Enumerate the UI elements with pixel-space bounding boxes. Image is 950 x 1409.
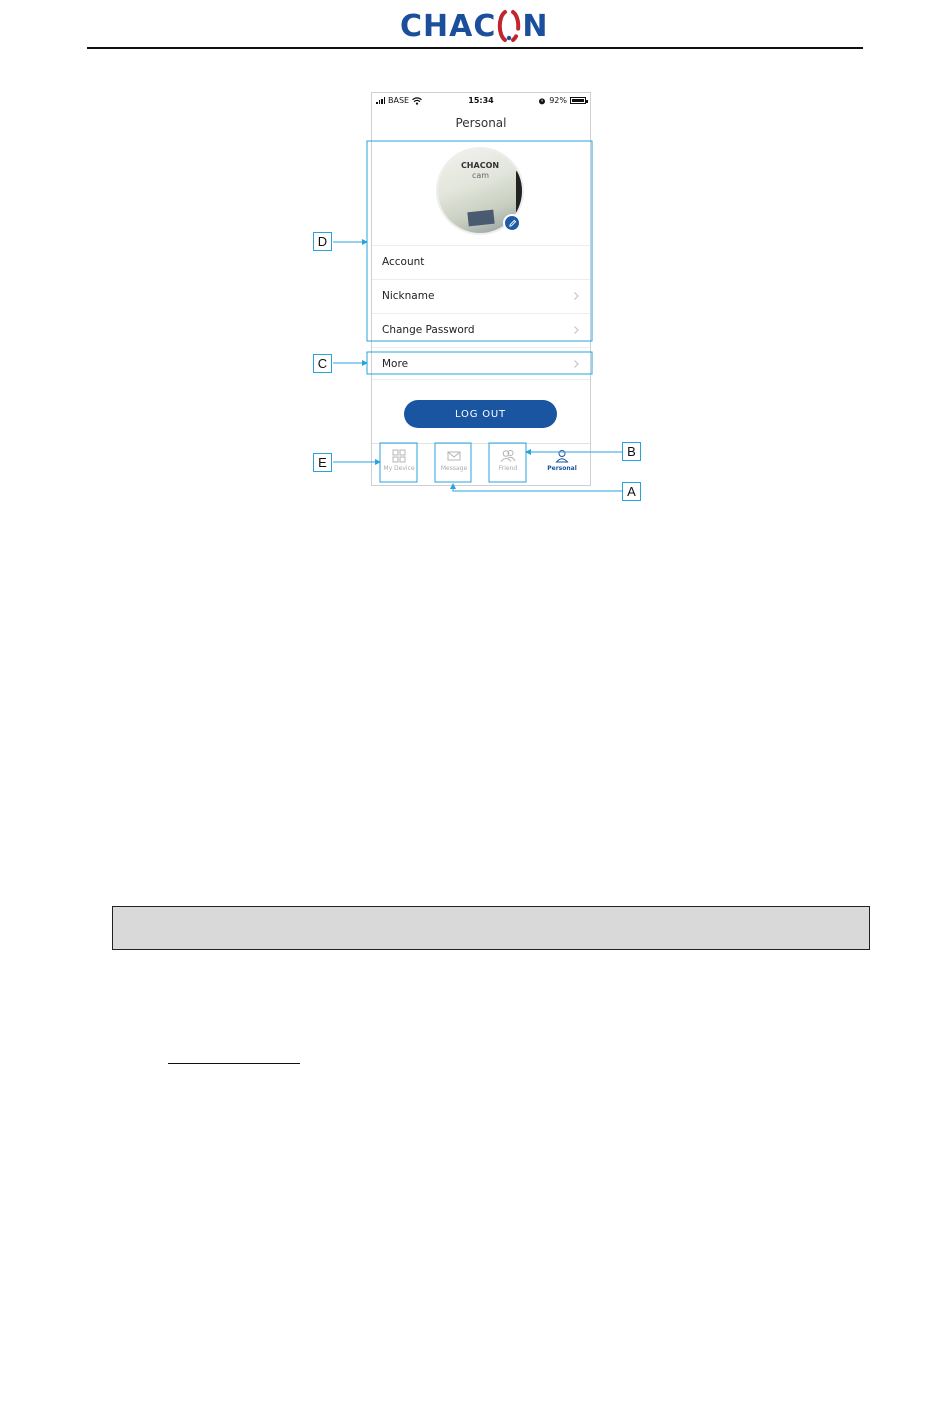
avatar-sub-text: cam [472,171,490,180]
tab-label: Personal [547,465,577,472]
logo-text-left: CHAC [400,8,497,44]
menu-label: Change Password [382,324,475,336]
leader-line-a [453,484,622,491]
highlight-box-e [380,443,417,482]
carrier-name: BASE [388,96,410,105]
tab-label: Friend [498,465,518,472]
menu-label: Nickname [382,290,435,302]
highlight-box-d [367,141,592,341]
section-heading-bar [112,906,870,950]
callout-label-a: A [622,482,641,501]
tab-label: Message [440,465,468,472]
callout-label-d: D [313,232,332,251]
callout-lines [0,0,950,520]
screen-title: Personal [455,116,507,130]
battery-percent: 92% [549,96,567,105]
underline-rule [168,1063,300,1064]
callout-label-e: E [313,453,332,472]
status-time: 15:34 [468,96,494,105]
menu-label: More [382,358,409,370]
menu-label: Account [382,256,425,268]
callout-label-c: C [313,354,332,373]
callout-label-b: B [622,442,641,461]
logout-button[interactable]: LOG OUT [404,400,557,428]
highlight-box-a [435,443,471,482]
tab-label: My Device [383,465,415,472]
avatar-brand-text: CHACON [460,161,500,170]
highlight-box-b [489,443,526,482]
highlight-box-c [367,352,592,374]
logo-text-right: N [522,8,549,44]
